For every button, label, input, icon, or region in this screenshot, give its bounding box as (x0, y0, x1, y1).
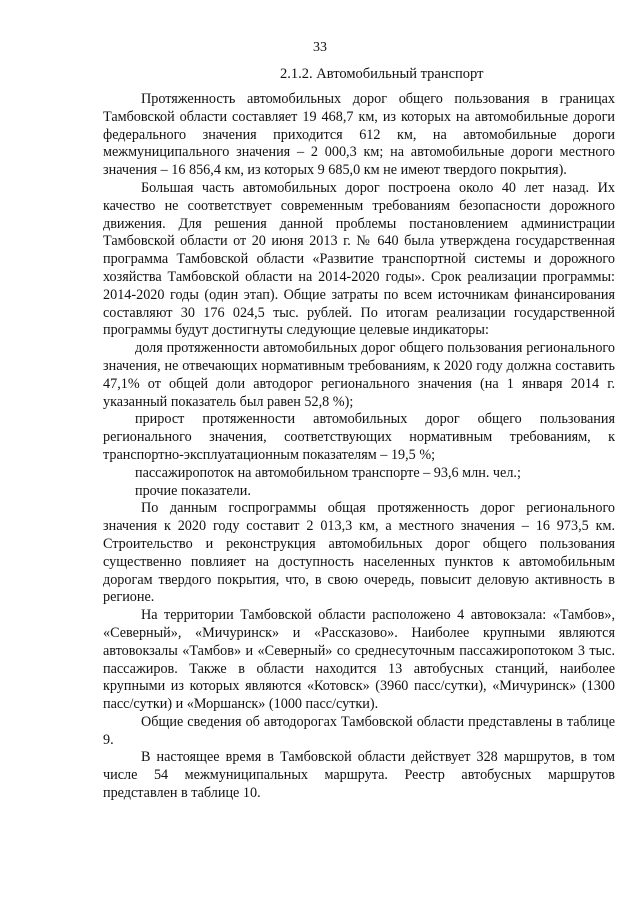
indicator-substandard-share: доля протяженности автомобильных дорог общего пользования регионального значения, не отвечающих нормативным требованиям, к 2020 году должна составить 47,1% от общей доли автодорог регионального значения (на 1 января 2014 г. указанный показатель был равен 52,8 %); (103, 340, 615, 410)
indicator-other: прочие показатели. (135, 482, 251, 499)
paragraph-road-length: Протяженность автомобильных дорог общего пользования в границах Тамбовской области составляет 19 468,7 км, из которых на автомобильные дороги федерального значения приходится 612 км, на автомобильные дороги межмуниципального значения – 2 000,3 км; на автомобильные дороги местного значения – 16 856,4 км, из которых 9 685,0 км не имеют твердого покрытия). (103, 91, 615, 179)
paragraph-program-2020: По данным госпрограммы общая протяженность дорог регионального значения к 2020 году составит 2 013,3 км, а местного значения – 16 973,5 км. Строительство и реконструкция автомобильных дорог общего пользования существенно повлияет на доступность населенных пунктов к автомобильным дорогам твердого покрытия, что, в свою очередь, повысит деловую активность в регионе. (103, 500, 615, 606)
paragraph-state-program: Большая часть автомобильных дорог построена около 40 лет назад. Их качество не соответствует современным требованиям безопасности дорожного движения. Для решения данной проблемы постановлением администрации Тамбовской области от 20 июня 2013 г. № 640 была утверждена государственная программа Тамбовской области «Развитие транспортной системы и дорожного хозяйства Тамбовской области на 2014-2020 годы». Срок реализации программы: 2014-2020 годы (один этап). Общие затраты по всем источникам финансирования составляют 30 176 024,5 тыс. рублей. По итогам реализации государственной программы будут достигнуты следующие целевые индикаторы: (103, 179, 615, 339)
page-number: 33 (313, 40, 327, 55)
section-title: 2.1.2. Автомобильный транспорт (280, 66, 484, 82)
indicator-passenger-flow: пассажиропоток на автомобильном транспорте – 93,6 млн. чел.; (135, 464, 521, 481)
paragraph-routes: В настоящее время в Тамбовской области действует 328 маршрутов, в том числе 54 межмуниципальных маршрута. Реестр автобусных маршрутов представлен в таблице 10. (103, 749, 615, 802)
indicator-standard-growth: прирост протяженности автомобильных дорог общего пользования регионального значения, соответствующих нормативным требованиям, к транспортно-эксплуатационным показателям – 19,5 %; (103, 411, 615, 463)
body-text (103, 91, 615, 803)
paragraph-table-9-ref: Общие сведения об автодорогах Тамбовской области представлены в таблице 9. (103, 713, 615, 748)
paragraph-bus-stations: На территории Тамбовской области расположено 4 автовокзала: «Тамбов», «Северный», «Мичуринск» и «Рассказово». Наиболее крупными являются автовокзалы «Тамбов» и «Северный» со среднесуточным пассажиропотоком 3 тыс. пассажиров. Также в области находится 13 автобусных станций, наиболее крупными из которых являются «Котовск» (3960 пасс/сутки), «Мичуринск» (1300 пасс/сутки) и «Моршанск» (1000 пасс/сутки). (103, 607, 615, 713)
